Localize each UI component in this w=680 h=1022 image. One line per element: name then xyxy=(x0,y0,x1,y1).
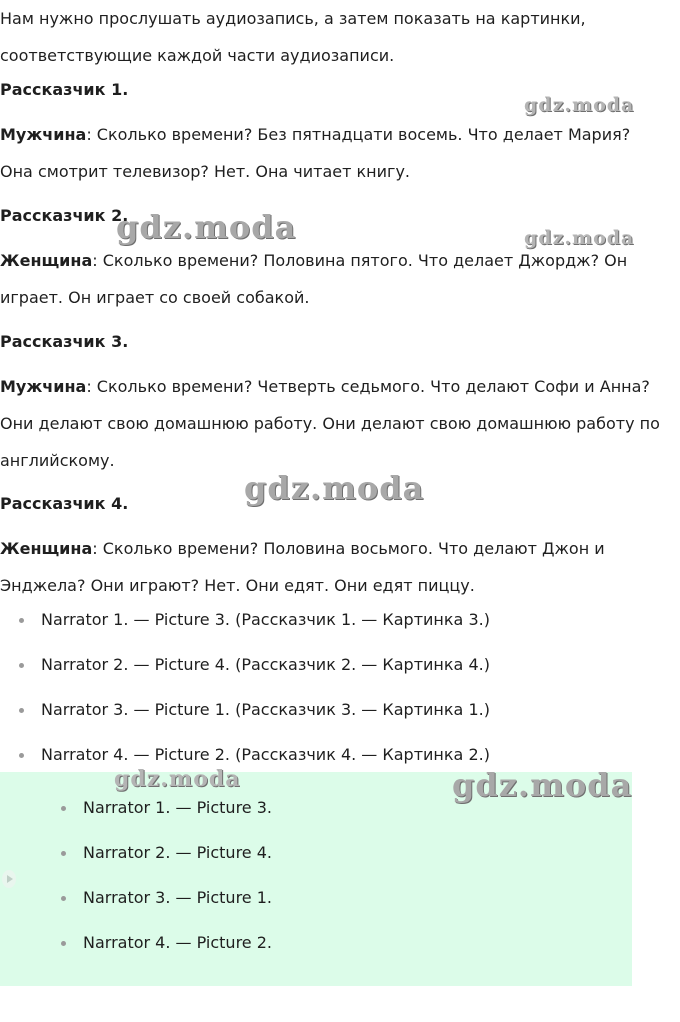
list-item: Narrator 2. — Picture 4. (Рассказчик 2. — Картинка 4.) xyxy=(41,653,490,677)
part-4-dialogue xyxy=(0,530,678,604)
speaker-label: Мужчина xyxy=(0,125,87,144)
dialogue-text: : Сколько времени? Без пятнадцати восемь. Что делает Мария? Она смотрит телевизор? Нет. Она читает книгу. xyxy=(0,125,631,181)
dialogue-text: : Сколько времени? Половина пятого. Что делает Джордж? Он играет. Он играет со своей собакой. xyxy=(0,251,628,307)
bullet-icon xyxy=(61,851,66,856)
list-item: Narrator 1. — Picture 3. xyxy=(83,796,272,820)
list-item: Narrator 3. — Picture 1. xyxy=(83,886,272,910)
narrator-heading: Рассказчик 3. xyxy=(0,332,129,351)
intro-paragraph: Нам нужно прослушать аудиозапись, а затем показать на картинки, соответствующие каждой части аудиозаписи. xyxy=(0,9,586,65)
bullet-icon xyxy=(19,708,24,713)
play-icon[interactable] xyxy=(2,870,16,888)
list-item: Narrator 3. — Picture 1. (Рассказчик 3. — Картинка 1.) xyxy=(41,698,490,722)
speaker-label: Мужчина xyxy=(0,377,87,396)
bullet-icon xyxy=(61,896,66,901)
bullet-icon xyxy=(19,663,24,668)
watermark: gdz.moda xyxy=(524,94,635,116)
bullet-icon xyxy=(19,753,24,758)
narrator-heading: Рассказчик 1. xyxy=(0,80,129,99)
narrator-heading: Рассказчик 4. xyxy=(0,494,129,513)
speaker-label: Женщина xyxy=(0,539,93,558)
list-item: Narrator 2. — Picture 4. xyxy=(83,841,272,865)
narrator-heading: Рассказчик 2. xyxy=(0,206,129,225)
watermark: gdz.moda xyxy=(114,766,241,792)
watermark: gdz.moda xyxy=(452,766,633,804)
part-1-dialogue xyxy=(0,116,665,190)
bullet-icon xyxy=(19,618,24,623)
speaker-label: Женщина xyxy=(0,251,93,270)
part-3-dialogue xyxy=(0,368,668,479)
watermark: gdz.moda xyxy=(116,208,297,246)
dialogue-text: : Сколько времени? Половина восьмого. Что делают Джон и Энджела? Они играют? Нет. Они едят. Они едят пиццу. xyxy=(0,539,605,595)
list-item: Narrator 4. — Picture 2. (Рассказчик 4. — Картинка 2.) xyxy=(41,743,490,767)
dialogue-text: : Сколько времени? Четверть седьмого. Что делают Софи и Анна? Они делают свою домашнюю работу. Они делают свою домашнюю работу по английскому. xyxy=(0,377,660,470)
watermark: gdz.moda xyxy=(524,227,635,249)
bullet-icon xyxy=(61,806,66,811)
part-3 xyxy=(0,323,680,360)
part-2-dialogue xyxy=(0,242,670,316)
watermark: gdz.moda xyxy=(244,469,425,507)
list-item: Narrator 1. — Picture 3. (Рассказчик 1. — Картинка 3.) xyxy=(41,608,490,632)
bullet-icon xyxy=(61,941,66,946)
list-item: Narrator 4. — Picture 2. xyxy=(83,931,272,955)
